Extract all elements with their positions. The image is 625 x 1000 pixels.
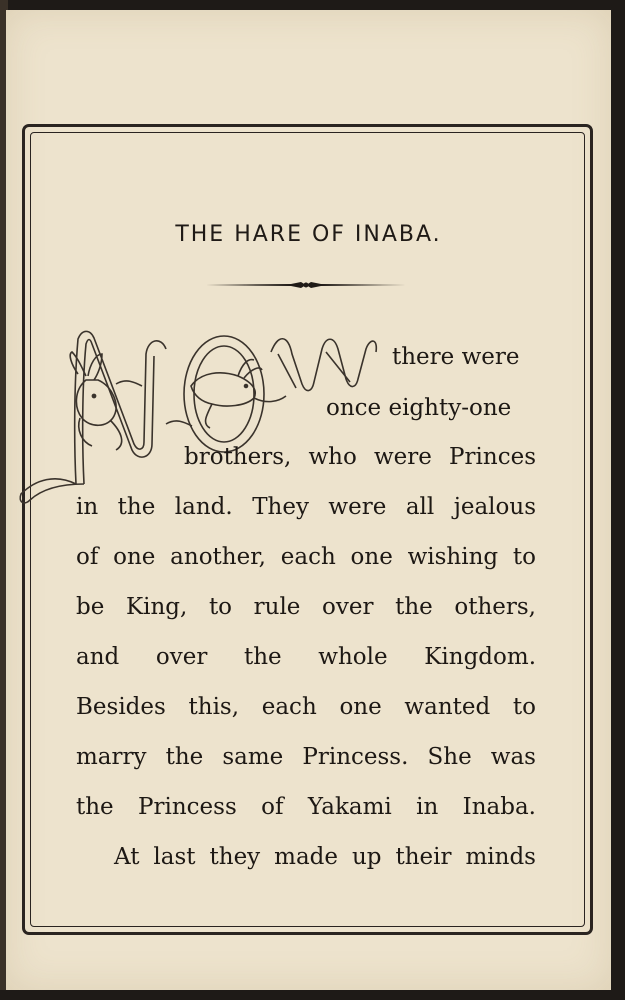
- top-edge: [0, 0, 625, 10]
- text-line-11: At last they made up their minds: [114, 844, 536, 870]
- text-line-6: be King, to rule over the others,: [76, 594, 536, 620]
- text-line-3: brothers, who were Princes: [184, 444, 536, 470]
- text-line-1: there were: [392, 344, 520, 370]
- book-page: [6, 10, 611, 990]
- text-line-5: of one another, each one wishing to: [76, 544, 536, 570]
- title-ornament: [206, 278, 406, 292]
- text-line-7: and over the whole Kingdom.: [76, 644, 536, 670]
- text-line-10: the Princess of Yakami in Inaba.: [76, 794, 536, 820]
- text-line-4: in the land. They were all jealous: [76, 494, 536, 520]
- chapter-title: THE HARE OF INABA.: [175, 222, 442, 247]
- text-line-9: marry the same Princess. She was: [76, 744, 536, 770]
- text-line-2: once eighty-one: [326, 395, 512, 421]
- text-line-8: Besides this, each one wanted to: [76, 694, 536, 720]
- bottom-edge: [0, 990, 625, 1000]
- right-edge: [611, 0, 625, 1000]
